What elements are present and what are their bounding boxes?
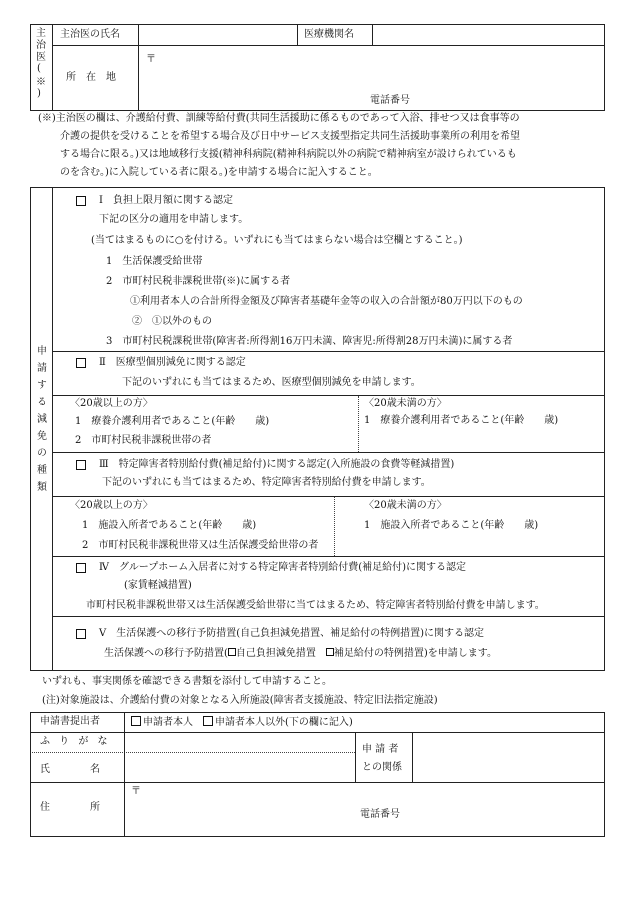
s2-title: Ⅱ 医療型個別減免に関する認定 bbox=[99, 357, 246, 368]
reduction-side-label: 申請する減免の種類 bbox=[34, 345, 46, 498]
s1-checkbox[interactable] bbox=[76, 196, 86, 206]
s2-left-header: 〈20歳以上の方〉 bbox=[70, 398, 153, 409]
doctor-note-line3: する場合に限る。)又は地域移行支援(精神科病院(精神科病院以外の病院で精神病室が設けられているも bbox=[60, 149, 517, 160]
s1-intro: 下記の区分の適用を申請します。 bbox=[99, 214, 249, 225]
doctor-side-label: 主治医(※) bbox=[33, 27, 45, 101]
doctor-postal-mark: 〒 bbox=[146, 54, 156, 65]
s4-title: Ⅳ グループホーム入居者に対する特定障害者特別給付費(補足給付)に関する認定 bbox=[99, 562, 466, 573]
s5-intro-post: )を申請します。 bbox=[423, 648, 498, 659]
doctor-name-field[interactable] bbox=[139, 25, 296, 44]
s1-title: Ⅰ 負担上限月額に関する認定 bbox=[99, 195, 233, 206]
footer-note-1: いずれも、事実関係を確認できる書類を添付して申請すること。 bbox=[42, 676, 332, 687]
furigana-field[interactable] bbox=[126, 734, 354, 751]
s1-item1[interactable]: 1 生活保護受給世帯 bbox=[106, 256, 203, 267]
submitter-address-label: 住 所 bbox=[40, 802, 100, 813]
s2-intro: 下記のいずれにも当てはまるため、医療型個別減免を申請します。 bbox=[122, 377, 421, 388]
s2-right-header: 〈20歳未満の方〉 bbox=[364, 398, 447, 409]
s3-right-item1[interactable]: 1 施設入所者であること(年齢 歳) bbox=[364, 520, 539, 531]
submitter-other-checkbox[interactable] bbox=[203, 716, 213, 726]
s2-checkbox[interactable] bbox=[76, 358, 86, 368]
submitter-other-label: 申請者本人以外(下の欄に記入) bbox=[215, 717, 353, 728]
doctor-name-label: 主治医の氏名 bbox=[60, 29, 120, 40]
s5-intro bbox=[104, 648, 497, 661]
s5-opt2-label: 補足給付の特例措置 bbox=[333, 648, 424, 659]
s1-item2b[interactable]: ② ①以外のもの bbox=[132, 316, 212, 327]
institution-field[interactable] bbox=[373, 25, 603, 44]
submitter-phone-label: 電話番号 bbox=[360, 809, 400, 820]
s4-subtitle: (家賃軽減措置) bbox=[124, 580, 192, 591]
footer-note-2: (注)対象施設は、介護給付費の対象となる入所施設(障害者支援施設、特定旧法指定施設) bbox=[42, 695, 438, 706]
submitter-label: 申請書提出者 bbox=[40, 716, 100, 727]
doctor-note-line2: 介護の提供を受けることを希望する場合及び日中サービス支援型指定共同生活援助事業所の利用を希望 bbox=[60, 131, 520, 142]
relation-label-1: 申 請 者 bbox=[362, 744, 399, 755]
s2-right-item1[interactable]: 1 療養介護利用者であること(年齢 歳) bbox=[364, 415, 559, 426]
s3-right-header: 〈20歳未満の方〉 bbox=[364, 500, 447, 511]
relation-field[interactable] bbox=[414, 734, 603, 781]
furigana-label: ふ り が な bbox=[40, 736, 111, 747]
doctor-phone-label: 電話番号 bbox=[370, 95, 410, 106]
s3-left-item2[interactable]: 2 市町村民税非課税世帯又は生活保護受給世帯の者 bbox=[82, 540, 319, 551]
s1-item2a[interactable]: ①利用者本人の合計所得金額及び障害者基礎年金等の収入の合計額が80万円以下のもの bbox=[130, 296, 523, 307]
s3-title: Ⅲ 特定障害者特別給付費(補足給付)に関する認定(入所施設の食費等軽減措置) bbox=[99, 459, 455, 470]
s4-intro: 市町村民税非課税世帯又は生活保護受給世帯に当てはまるため、特定障害者特別給付費を申請します。 bbox=[86, 600, 545, 611]
s1-note: (当てはまるものに○を付ける。いずれにも当てはまらない場合は空欄とすること。) bbox=[91, 235, 463, 246]
relation-label-2: との関係 bbox=[362, 762, 402, 773]
s5-opt2-checkbox[interactable] bbox=[326, 648, 334, 656]
institution-label: 医療機関名 bbox=[304, 29, 354, 40]
submitter-name-field[interactable] bbox=[126, 754, 354, 781]
doctor-note-line1: (※)主治医の欄は、介護給付費、訓練等給付費(共同生活援助に係るものであって入浴、排せつ又は食事等の bbox=[38, 113, 520, 124]
submitter-postal-mark: 〒 bbox=[131, 786, 141, 797]
s5-opt1-checkbox[interactable] bbox=[228, 648, 236, 656]
submitter-self-checkbox[interactable] bbox=[131, 716, 141, 726]
s2-left-item2[interactable]: 2 市町村民税非課税世帯の者 bbox=[75, 435, 212, 446]
s1-item2[interactable]: 2 市町村民税非課税世帯(※)に属する者 bbox=[106, 276, 291, 287]
doctor-address-label: 所 在 地 bbox=[66, 72, 116, 83]
s1-item3[interactable]: 3 市町村民税課税世帯(障害者:所得割16万円未満、障害児:所得割28万円未満)に属する者 bbox=[106, 336, 513, 347]
s5-title: Ⅴ 生活保護への移行予防措置(自己負担減免措置、補足給付の特例措置)に関する認定 bbox=[99, 628, 485, 639]
s4-checkbox[interactable] bbox=[76, 563, 86, 573]
s3-left-header: 〈20歳以上の方〉 bbox=[70, 500, 153, 511]
submitter-name-label: 氏 名 bbox=[40, 764, 100, 775]
s3-left-item1[interactable]: 1 施設入所者であること(年齢 歳) bbox=[82, 520, 257, 531]
submitter-self-label: 申請者本人 bbox=[143, 717, 193, 728]
s3-intro: 下記のいずれにも当てはまるため、特定障害者特別給付費を申請します。 bbox=[102, 477, 431, 488]
s5-opt1-label: 自己負担減免措置 bbox=[235, 648, 316, 659]
s5-checkbox[interactable] bbox=[76, 629, 86, 639]
s2-left-item1[interactable]: 1 療養介護利用者であること(年齢 歳) bbox=[75, 416, 270, 427]
doctor-note-line4: のを含む。)に入院している者に限る。)を申請する場合に記入すること。 bbox=[60, 167, 378, 178]
s5-intro-pre: 生活保護への移行予防措置( bbox=[104, 648, 228, 659]
submitter-options bbox=[131, 716, 353, 730]
s3-checkbox[interactable] bbox=[76, 460, 86, 470]
